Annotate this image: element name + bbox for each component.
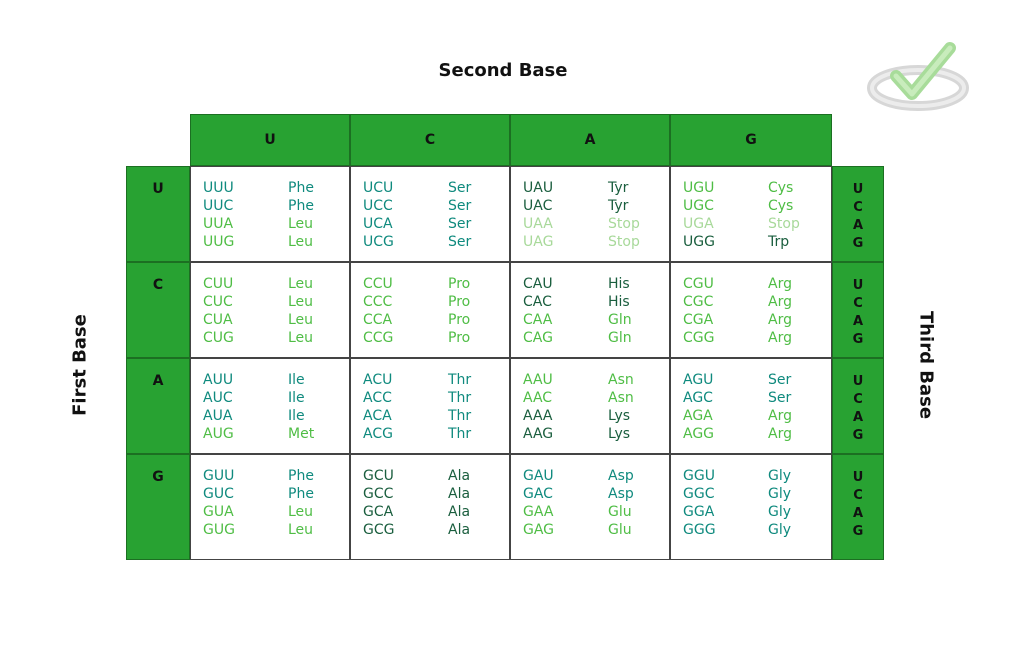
amino-acid-text: Ala xyxy=(448,486,471,502)
codon-row xyxy=(363,485,509,503)
second-base-header-u: U xyxy=(190,114,350,166)
codon-row xyxy=(523,275,669,293)
codon-text: ACU xyxy=(363,372,393,388)
amino-acid-text: Asp xyxy=(608,468,634,484)
amino-acid-text: Ser xyxy=(448,234,472,250)
corner-blank xyxy=(126,114,190,166)
amino-acid-text: Ser xyxy=(448,198,472,214)
codon-cell xyxy=(190,166,350,262)
codon-cell xyxy=(670,166,832,262)
first-base-label: A xyxy=(126,358,190,454)
amino-acid-text: Asn xyxy=(608,372,634,388)
codon-text: UGU xyxy=(683,180,715,196)
codon-text: GCC xyxy=(363,486,394,502)
codon-text: UUA xyxy=(203,216,234,232)
third-base-letter: G xyxy=(852,524,864,539)
amino-acid-text: Trp xyxy=(768,234,790,250)
amino-acid-text: Leu xyxy=(288,234,314,250)
amino-acid-text: Cys xyxy=(768,180,794,196)
codon-text: UAC xyxy=(523,198,553,214)
amino-acid-text: Tyr xyxy=(608,198,629,214)
amino-acid-text: Ser xyxy=(768,390,792,406)
codon-text: GGG xyxy=(683,522,716,538)
codon-text: GUA xyxy=(203,504,234,520)
codon-text: GUC xyxy=(203,486,234,502)
amino-acid-text: Gly xyxy=(768,468,792,484)
second-base-header-a: A xyxy=(510,114,670,166)
codon-text: UCG xyxy=(363,234,394,250)
third-base-title: Third Base xyxy=(915,310,937,420)
amino-acid-text: Arg xyxy=(768,276,792,292)
amino-acid-text: Leu xyxy=(288,330,314,346)
codon-text: AGG xyxy=(683,426,715,442)
codon-row xyxy=(523,311,669,329)
amino-acid-text: Thr xyxy=(448,426,472,442)
codon-row xyxy=(363,371,509,389)
codon-text: GCU xyxy=(363,468,394,484)
codon-row xyxy=(683,329,831,347)
codon-row xyxy=(683,485,831,503)
first-base-label: U xyxy=(126,166,190,262)
codon-row xyxy=(683,233,831,251)
codon-text: CAG xyxy=(523,330,553,346)
codon-cell xyxy=(510,358,670,454)
codon-row xyxy=(683,503,831,521)
codon-text: CGG xyxy=(683,330,715,346)
codon-text: CUC xyxy=(203,294,233,310)
codon-row xyxy=(683,521,831,539)
codon-text: GUU xyxy=(203,468,235,484)
codon-row xyxy=(523,329,669,347)
codon-row xyxy=(203,293,349,311)
amino-acid-text: Glu xyxy=(608,522,632,538)
codon-row xyxy=(363,293,509,311)
amino-acid-text: Gln xyxy=(608,312,632,328)
amino-acid-text: Leu xyxy=(288,312,314,328)
codon-text: CAC xyxy=(523,294,552,310)
codon-cell xyxy=(670,358,832,454)
codon-row xyxy=(683,293,831,311)
amino-acid-text: Thr xyxy=(448,372,472,388)
codon-text: CGC xyxy=(683,294,714,310)
first-base-label: C xyxy=(126,262,190,358)
codon-text: GCA xyxy=(363,504,394,520)
third-base-letter: C xyxy=(853,296,863,311)
codon-row xyxy=(203,311,349,329)
amino-acid-text: Thr xyxy=(448,408,472,424)
second-base-header-c: C xyxy=(350,114,510,166)
codon-text: UGC xyxy=(683,198,714,214)
third-base-letter: U xyxy=(852,374,864,389)
third-base-letter: C xyxy=(853,392,863,407)
third-base-letter: C xyxy=(853,488,863,503)
amino-acid-text: Arg xyxy=(768,408,792,424)
codon-row xyxy=(523,197,669,215)
codon-row xyxy=(363,197,509,215)
codon-text: AAU xyxy=(523,372,553,388)
codon-row xyxy=(203,503,349,521)
third-base-letter: G xyxy=(852,332,864,347)
codon-cell xyxy=(670,454,832,560)
codon-text: CUG xyxy=(203,330,234,346)
amino-acid-text: Ala xyxy=(448,522,471,538)
codon-row xyxy=(203,521,349,539)
codon-row xyxy=(683,179,831,197)
codon-row xyxy=(683,371,831,389)
codon-text: UCU xyxy=(363,180,394,196)
codon-cell xyxy=(510,262,670,358)
codon-text: UCA xyxy=(363,216,393,232)
codon-row xyxy=(683,407,831,425)
third-base-labels xyxy=(832,166,884,262)
amino-acid-text: His xyxy=(608,294,630,310)
codon-row xyxy=(523,467,669,485)
amino-acid-text: Phe xyxy=(288,468,314,484)
codon-row xyxy=(363,521,509,539)
codon-text: UUC xyxy=(203,198,234,214)
codon-text: AAA xyxy=(523,408,553,424)
codon-text: GAG xyxy=(523,522,555,538)
amino-acid-text: Gly xyxy=(768,522,792,538)
codon-row xyxy=(363,275,509,293)
amino-acid-text: Arg xyxy=(768,426,792,442)
corner-blank-right xyxy=(832,114,884,166)
codon-cell xyxy=(670,262,832,358)
codon-row xyxy=(523,293,669,311)
codon-text: AUG xyxy=(203,426,234,442)
codon-cell xyxy=(350,358,510,454)
codon-row xyxy=(523,425,669,443)
codon-text: CGU xyxy=(683,276,714,292)
codon-text: CCA xyxy=(363,312,393,328)
amino-acid-text: Pro xyxy=(448,312,471,328)
codon-row xyxy=(203,233,349,251)
amino-acid-text: Stop xyxy=(608,216,640,232)
codon-row xyxy=(523,215,669,233)
codon-text: UGG xyxy=(683,234,715,250)
codon-row xyxy=(363,233,509,251)
amino-acid-text: Leu xyxy=(288,216,314,232)
third-base-letter: A xyxy=(852,506,864,521)
codon-cell xyxy=(510,166,670,262)
codon-row xyxy=(203,329,349,347)
amino-acid-text: Pro xyxy=(448,330,471,346)
amino-acid-text: Leu xyxy=(288,522,314,538)
codon-row xyxy=(363,179,509,197)
amino-acid-text: Phe xyxy=(288,198,314,214)
amino-acid-text: Lys xyxy=(608,426,631,442)
codon-text: ACC xyxy=(363,390,392,406)
codon-text: GAA xyxy=(523,504,554,520)
codon-text: AAC xyxy=(523,390,553,406)
amino-acid-text: Phe xyxy=(288,486,314,502)
codon-row xyxy=(363,467,509,485)
codon-cell xyxy=(350,262,510,358)
amino-acid-text: Thr xyxy=(448,390,472,406)
codon-text: GCG xyxy=(363,522,395,538)
codon-cell xyxy=(350,166,510,262)
codon-text: AUU xyxy=(203,372,234,388)
codon-text: CGA xyxy=(683,312,714,328)
codon-row xyxy=(363,389,509,407)
amino-acid-text: Pro xyxy=(448,276,471,292)
amino-acid-text: Tyr xyxy=(608,180,629,196)
codon-text: GAC xyxy=(523,486,553,502)
amino-acid-text: Stop xyxy=(608,234,640,250)
third-base-letter: G xyxy=(852,236,864,251)
third-base-letter: U xyxy=(852,470,864,485)
codon-cell xyxy=(190,454,350,560)
codon-text: UAU xyxy=(523,180,554,196)
codon-text: CCG xyxy=(363,330,394,346)
first-base-title: First Base xyxy=(69,314,91,416)
codon-row xyxy=(203,467,349,485)
amino-acid-text: Ile xyxy=(288,372,305,388)
amino-acid-text: Phe xyxy=(288,180,314,196)
codon-text: GGC xyxy=(683,486,715,502)
amino-acid-text: Arg xyxy=(768,330,792,346)
codon-text: CCC xyxy=(363,294,393,310)
codon-text: ACA xyxy=(363,408,392,424)
codon-row xyxy=(363,425,509,443)
codon-text: GGA xyxy=(683,504,715,520)
codon-row xyxy=(683,425,831,443)
third-base-letter: A xyxy=(852,410,864,425)
codon-row xyxy=(523,179,669,197)
codon-text: AGC xyxy=(683,390,713,406)
amino-acid-text: Met xyxy=(288,426,315,442)
codon-row xyxy=(683,275,831,293)
codon-row xyxy=(523,389,669,407)
codon-text: UCC xyxy=(363,198,393,214)
codon-cell xyxy=(510,454,670,560)
codon-text: UGA xyxy=(683,216,714,232)
codon-row xyxy=(523,371,669,389)
amino-acid-text: Glu xyxy=(608,504,632,520)
codon-text: UUG xyxy=(203,234,235,250)
checkmark-logo-icon xyxy=(866,40,972,114)
codon-row xyxy=(203,215,349,233)
amino-acid-text: Stop xyxy=(768,216,800,232)
amino-acid-text: Ala xyxy=(448,468,471,484)
codon-text: AAG xyxy=(523,426,554,442)
amino-acid-text: Arg xyxy=(768,312,792,328)
codon-cell xyxy=(190,358,350,454)
codon-text: UAG xyxy=(523,234,554,250)
codon-row xyxy=(523,407,669,425)
codon-row xyxy=(203,275,349,293)
codon-text: AGU xyxy=(683,372,714,388)
amino-acid-text: Cys xyxy=(768,198,794,214)
codon-text: AUA xyxy=(203,408,233,424)
codon-text: AGA xyxy=(683,408,713,424)
second-base-title: Second Base xyxy=(438,60,568,81)
codon-text: UUU xyxy=(203,180,234,196)
third-base-letter: A xyxy=(852,218,864,233)
codon-row xyxy=(203,407,349,425)
codon-text: ACG xyxy=(363,426,393,442)
codon-row xyxy=(523,503,669,521)
amino-acid-text: Leu xyxy=(288,504,314,520)
codon-cell xyxy=(350,454,510,560)
codon-text: GGU xyxy=(683,468,715,484)
codon-text: CUU xyxy=(203,276,234,292)
amino-acid-text: Ser xyxy=(448,216,472,232)
codon-row xyxy=(363,311,509,329)
amino-acid-text: Asn xyxy=(608,390,634,406)
amino-acid-text: Gln xyxy=(608,330,632,346)
codon-text: CCU xyxy=(363,276,393,292)
codon-table xyxy=(126,114,884,562)
codon-row xyxy=(683,389,831,407)
codon-row xyxy=(683,467,831,485)
amino-acid-text: Gly xyxy=(768,504,792,520)
codon-row xyxy=(363,503,509,521)
codon-text: AUC xyxy=(203,390,233,406)
codon-row xyxy=(363,215,509,233)
codon-row xyxy=(363,329,509,347)
second-base-header-g: G xyxy=(670,114,832,166)
codon-text: GAU xyxy=(523,468,554,484)
amino-acid-text: Gly xyxy=(768,486,792,502)
third-base-labels xyxy=(832,358,884,454)
codon-row xyxy=(683,215,831,233)
third-base-letter: A xyxy=(852,314,864,329)
amino-acid-text: Ile xyxy=(288,390,305,406)
amino-acid-text: Lys xyxy=(608,408,631,424)
third-base-letter: U xyxy=(852,278,864,293)
amino-acid-text: Ser xyxy=(768,372,792,388)
amino-acid-text: Ile xyxy=(288,408,305,424)
third-base-labels xyxy=(832,454,884,560)
codon-row xyxy=(683,311,831,329)
codon-row xyxy=(523,485,669,503)
codon-row xyxy=(683,197,831,215)
codon-row xyxy=(203,389,349,407)
third-base-letter: C xyxy=(853,200,863,215)
amino-acid-text: Ser xyxy=(448,180,472,196)
codon-text: GUG xyxy=(203,522,235,538)
codon-cell xyxy=(190,262,350,358)
codon-row xyxy=(363,407,509,425)
amino-acid-text: His xyxy=(608,276,630,292)
amino-acid-text: Pro xyxy=(448,294,471,310)
amino-acid-text: Asp xyxy=(608,486,634,502)
third-base-letter: G xyxy=(852,428,864,443)
codon-row xyxy=(203,179,349,197)
codon-text: CAA xyxy=(523,312,553,328)
codon-row xyxy=(523,521,669,539)
codon-row xyxy=(203,425,349,443)
amino-acid-text: Leu xyxy=(288,276,314,292)
codon-text: CAU xyxy=(523,276,553,292)
codon-row xyxy=(203,485,349,503)
amino-acid-text: Ala xyxy=(448,504,471,520)
codon-text: CUA xyxy=(203,312,233,328)
codon-row xyxy=(523,233,669,251)
amino-acid-text: Arg xyxy=(768,294,792,310)
codon-row xyxy=(203,197,349,215)
codon-text: UAA xyxy=(523,216,553,232)
first-base-label: G xyxy=(126,454,190,560)
third-base-labels xyxy=(832,262,884,358)
codon-row xyxy=(203,371,349,389)
amino-acid-text: Leu xyxy=(288,294,314,310)
third-base-letter: U xyxy=(852,182,864,197)
